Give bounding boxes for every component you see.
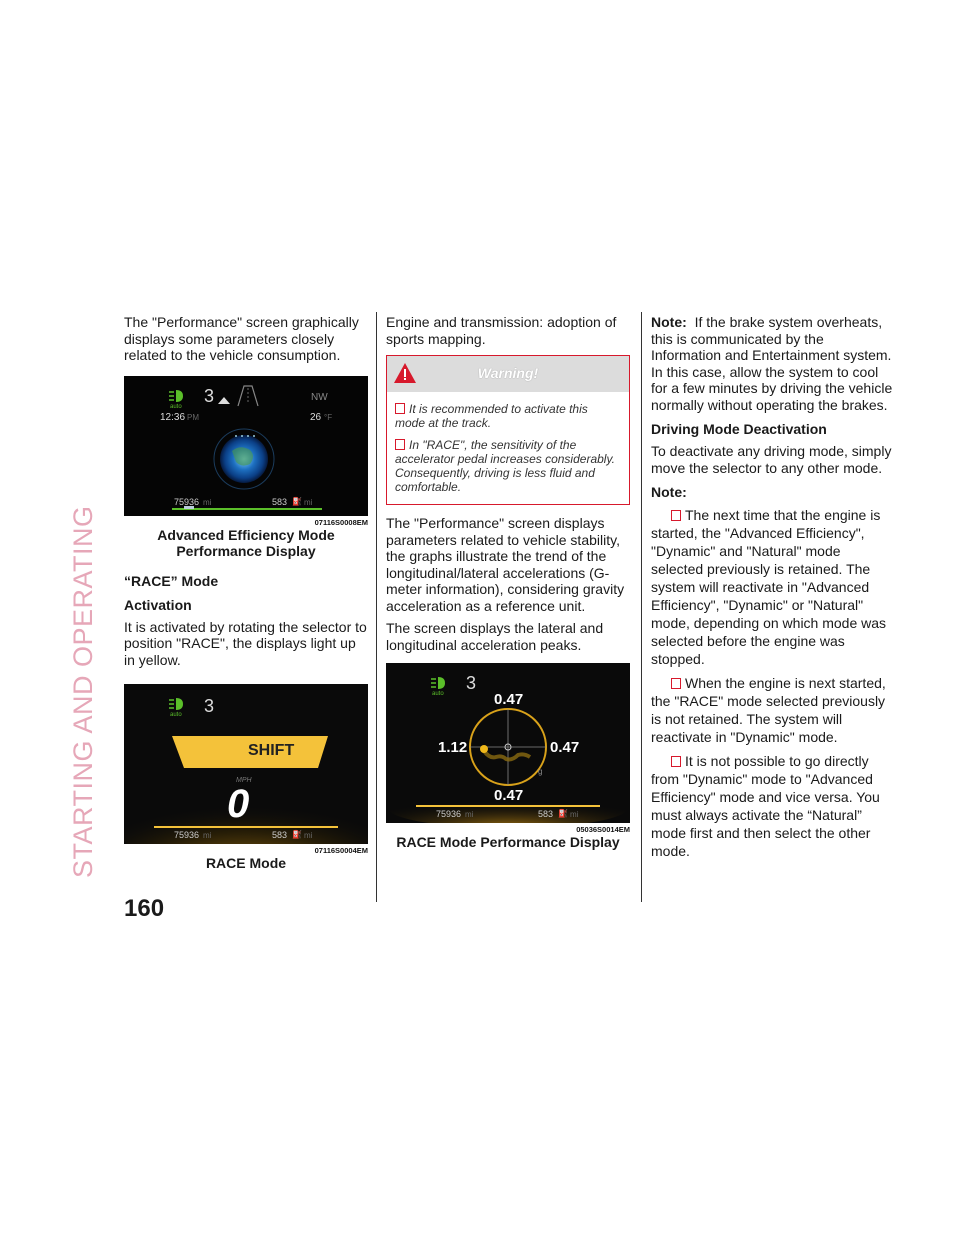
checkbox-bullet-icon [395,403,405,414]
performance-paragraph: The "Performance" screen displays parameters related to vehicle stability, the graphs illustrate the trend of the longitudinal/lateral accelerations (G-meter information), considering gravity acceleration as a reference unit. [386,515,625,614]
auto-label: auto [432,691,444,697]
shift-label: SHIFT [248,742,295,759]
column-1 [124,314,368,871]
auto-label: auto [170,403,182,410]
column-3 [651,314,895,866]
headlight-icon [431,677,445,689]
page-number: 160 [124,895,165,922]
warning-header [387,356,629,392]
figure-caption: Advanced Efficiency Mode Performance Display [157,526,335,559]
fuel-icon: ⛽ [558,809,568,818]
figure-code: 07116S0008EM [314,517,368,527]
figure-code: 05036S0014EM [576,825,630,834]
temp-unit: °F [324,412,333,422]
range-unit: mi [304,497,313,507]
gear-indicator: 3 [466,673,477,693]
warning-item: It is recommended to activate this mode at the track. [395,402,588,430]
race-mode-heading: “RACE” Mode [124,572,219,589]
g-peak-bottom: 0.47 [494,787,524,804]
speed-value: 0 [227,782,250,826]
clock-time: 12:36 [160,411,186,423]
odometer-value: 75936 [174,496,200,507]
compass-direction: NW [311,391,328,403]
range-unit: mi [570,810,579,819]
gear-indicator: 3 [204,696,215,716]
deactivation-heading: Driving Mode Deactivation [651,421,827,437]
column-divider [641,312,642,902]
note-item: It is not possible to go directly from "Dynamic" mode to "Advanced Efficiency" mode and vice versa. You must always activate the “Natural” mode first and then select the other mode. [651,753,880,859]
figure-code: 07116S0004EM [314,846,368,855]
odometer-unit: mi [465,810,474,819]
intro-paragraph: The "Performance" screen graphically displays some parameters closely related to the vehicle consumption. [124,314,359,363]
performance-peaks-paragraph: The screen displays the lateral and longitudinal acceleration peaks. [386,620,604,653]
note-item: The next time that the engine is started, the "Advanced Efficiency", "Dynamic" and "Natural" mode selected previously is retained. The system will reactivate in "Advanced Efficiency", "Dynamic" or "Natural" mode, depending on which mode was selected before the engine was stopped. [651,507,887,667]
warning-box [386,355,630,505]
warning-item: In "RACE", the sensitivity of the accelerator pedal increases considerably. Consequently, driving is less fluid and comfortable. [395,438,615,494]
activation-heading: Activation [124,596,192,613]
engine-paragraph: Engine and transmission: adoption of sports mapping. [386,314,617,347]
odometer-unit: mi [203,497,212,507]
range-value: 583 [272,830,288,840]
efficiency-display-graphic [124,376,368,516]
checkbox-bullet-icon [671,756,681,767]
fuel-icon: ⛽ [292,830,302,839]
checkbox-bullet-icon [671,678,681,689]
clock-suffix: PM [187,412,199,422]
range-unit: mi [304,831,313,840]
race-mode-display-figure [124,684,368,844]
warning-title: Warning! [477,365,539,381]
deactivation-paragraph: To deactivate any driving mode, simply move the selector to any other mode. [651,443,892,476]
column-2 [386,314,630,850]
odometer-value: 75936 [174,830,200,840]
outside-temp: 26 [310,411,322,423]
figure-caption: RACE Mode Performance Display [396,834,620,850]
race-performance-display-figure [386,663,630,823]
odometer-value: 75936 [436,809,462,819]
note-label: Note: [651,314,687,330]
range-value: 583 [538,809,554,819]
side-section-title: STARTING AND OPERATING [68,505,98,878]
odometer-unit: mi [203,831,212,840]
speed-unit: MPH [236,777,252,784]
range-value: 583 [272,496,288,507]
g-peak-right: 0.47 [550,739,580,756]
column-divider [376,312,377,902]
g-peak-left: 1.12 [438,739,468,756]
gear-indicator: 3 [204,385,215,406]
checkbox-bullet-icon [671,510,681,521]
auto-label: auto [170,712,182,718]
activation-paragraph: It is activated by rotating the selector to position "RACE", the displays light up in yellow. [124,618,367,668]
figure-caption: RACE Mode [205,855,287,871]
g-unit-label: g [538,767,543,776]
brake-note-paragraph [651,314,895,413]
note-heading: Note: [651,484,687,500]
checkbox-bullet-icon [395,439,405,450]
g-current-dot [480,745,488,753]
advanced-efficiency-display-figure [124,376,368,516]
brake-note-text: If the brake system overheats, this is communicated by the Information and Entertainment system. In this case, allow the system to cool for a few minutes by driving the vehicle normally without operating the brakes. [651,314,893,413]
headlight-icon [169,390,183,402]
g-peak-top: 0.47 [494,691,524,708]
warning-body [387,392,629,504]
note-item: When the engine is next started, the "RACE" mode selected previously is not retained. The system will reactivate in "Dynamic" mode. [651,675,886,745]
headlight-icon [169,698,183,710]
fuel-icon: ⛽ [292,496,302,506]
